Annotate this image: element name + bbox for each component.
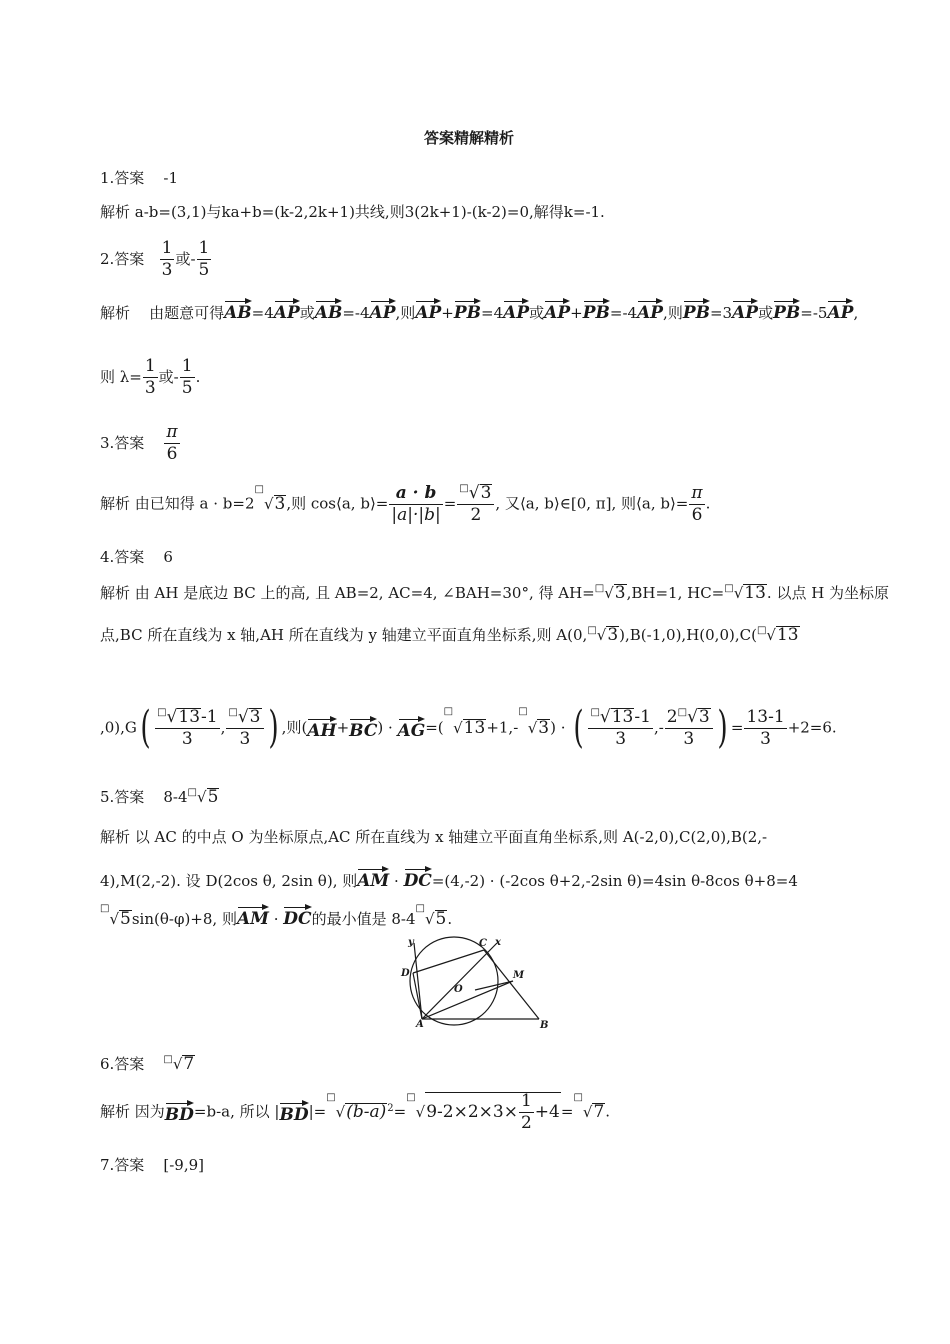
y-axis-line — [414, 943, 422, 1019]
answer-6: 6.答案 □√7 — [100, 1054, 195, 1074]
answer-5: 5.答案 8-4□√5 — [100, 787, 219, 807]
explanation-5-line2: 4),M(2,-2). 设 D(2cos θ, 2sin θ), 则AM · DC=(4,-2) · (-2cos θ+2,-2sin θ)=4sin θ-8cos θ+8=4 — [100, 866, 798, 890]
explanation-5-line3: □√5sin(θ-φ)+8, 则AM · DC的最小值是 8-4□√5. — [100, 903, 453, 929]
explanation-4-line1: 解析 由 AH 是底边 BC 上的高, 且 AB=2, AC=4, ∠BAH=30°, 得 AH=□√3,BH=1, HC=□√13. 以点 H 为坐标原 — [100, 583, 890, 603]
segment-DC — [413, 950, 484, 973]
segment-AM — [422, 981, 513, 1019]
answer-3: 3.答案 $\frac{\pi}{6}$ — [100, 422, 178, 464]
label-M: M — [513, 970, 525, 981]
explanation-3: 解析 由已知得 a · b=2□√3,则 cos⟨a, b⟩= $\frac{a \cdot b}{|a|\cdot|b|}$ = $\frac{^□√3}{2}$ , 又⟨a, b⟩∈[0, π], 则⟨a, b⟩= $\frac{\pi}{6}$ . — [100, 482, 711, 525]
explanation-1: 解析 a-b=(3,1)与ka+b=(k-2,2k+1)共线,则3(2k+1)-(k-2)=0,解得k=-1. — [100, 203, 605, 221]
x-axis-line — [422, 943, 497, 1019]
geometry-figure — [395, 935, 560, 1030]
label-C: C — [479, 938, 487, 949]
explanation-4-line3: ,0),G( $\frac{^□√13-1}{3}$ , $\frac{^□√3}{3}$ ) ,则(AH+BC) · AG=(□√13+1,-□√3) · ( $\frac{^□√13-1}{3}$ ,- $\frac{2^□√3}{3}$ ) = $\frac{13-1}{3}$ +2=6. — [100, 702, 837, 753]
page-title: 答案精解精析 — [424, 129, 515, 147]
answer-4: 4.答案 6 — [100, 548, 173, 566]
explanation-2: 解析 由题意可得AB=4AP或AB=-4AP,则AP+PB=4AP或AP+PB=-4AP,则PB=3AP或PB=-5AP, — [100, 298, 858, 322]
segment-CB — [484, 950, 539, 1019]
explanation-4-line2: 点,BC 所在直线为 x 轴,AH 所在直线为 y 轴建立平面直角坐标系,则 A(0,□√3),B(-1,0),H(0,0),C(□√13 — [100, 625, 799, 645]
answer-7: 7.答案 [-9,9] — [100, 1156, 205, 1174]
answer-2: 2.答案 $\frac{1}{3}$ 或- $\frac{1}{5}$ — [100, 238, 210, 280]
explanation-5-line1: 解析 以 AC 的中点 O 为坐标原点,AC 所在直线为 x 轴建立平面直角坐标系,则 A(-2,0),C(2,0),B(2,- — [100, 828, 768, 846]
label-x: x — [495, 937, 501, 948]
explanation-6: 解析 因为BD=b-a, 所以 $|BD|=^□√(b-a)^2=^□√9-2\times 2\times 3\times$ $\frac{1}{2}$ +4=□√7. — [100, 1091, 611, 1133]
label-B: B — [540, 1020, 549, 1030]
label-D: D — [401, 968, 410, 979]
answer-1: 1.答案 -1 — [100, 169, 179, 187]
explanation-2-line2: 则 λ= $\frac{1}{3}$ 或- $\frac{1}{5}$ . — [100, 356, 201, 398]
label-O: O — [454, 984, 463, 995]
label-A: A — [416, 1019, 424, 1030]
label-y: y — [408, 937, 414, 948]
